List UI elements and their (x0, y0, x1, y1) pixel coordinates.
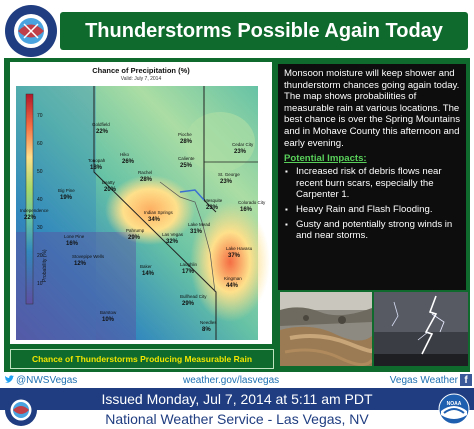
location-value: 16% (240, 207, 253, 213)
impact-item: ▪ Gusty and potentially strong winds in and near storms. (284, 219, 460, 242)
location-label: Big Pine (58, 188, 75, 193)
impacts-heading: Potential Impacts: (284, 153, 367, 165)
location-value: 22% (96, 129, 109, 135)
location-value: 18% (90, 165, 103, 171)
location-value: 12% (74, 261, 87, 267)
facebook-icon[interactable]: f (460, 374, 472, 386)
location-label: Pahrump (126, 228, 145, 233)
forecast-text: Monsoon moisture will keep shower and thunderstorm chances going again today. The map shows probabilities of measurable rain at various locations. The best chance is over the Spring Mountains and in Mohave County this afternoon and early evening. (284, 68, 460, 149)
facebook-page-link[interactable]: Vegas Weather (389, 375, 458, 386)
location-label: Tonopah (88, 158, 106, 163)
lightning-photo (374, 292, 468, 366)
location-value: 25% (180, 163, 193, 169)
location-value: 28% (140, 177, 153, 183)
nws-logo-icon (4, 4, 58, 58)
location-label: Rachel (138, 170, 153, 175)
colorbar-tick: 70 (37, 113, 43, 119)
colorbar-tick: 20 (37, 253, 43, 259)
location-label: Hiko (120, 152, 130, 157)
location-label: Lone Pine (64, 234, 85, 239)
location-value: 26% (122, 159, 135, 165)
location-label: St. George (218, 172, 240, 177)
location-value: 29% (182, 301, 195, 307)
location-value: 44% (226, 283, 239, 289)
location-value: 14% (142, 271, 155, 277)
social-row (0, 374, 474, 388)
location-label: Cedar City (232, 142, 254, 147)
location-value: 23% (234, 149, 247, 155)
location-label: Caliente (178, 156, 195, 161)
location-label: Needles (200, 320, 217, 325)
location-label: Lake Havasu (226, 246, 253, 251)
nws-logo-icon (4, 393, 38, 427)
map-valid-date: Valid: July 7, 2014 (120, 76, 162, 82)
office-name: National Weather Service - Las Vegas, NV (0, 410, 474, 429)
location-label: Independence (20, 208, 49, 213)
location-value: 32% (166, 239, 179, 245)
noaa-logo-icon (438, 393, 470, 425)
colorbar-tick: 40 (37, 197, 43, 203)
location-label: Lake Mead (188, 222, 211, 227)
colorbar-tick: 50 (37, 169, 43, 175)
issued-bar (0, 388, 474, 410)
website-link[interactable]: weather.gov/lasvegas (183, 375, 280, 386)
impacts-list (284, 166, 460, 242)
debris-flow-photo (280, 292, 372, 366)
impact-item: ▪ Increased risk of debris flows near recent burn scars, especially the Carpenter 1. (284, 166, 460, 201)
location-label: Las Vegas (162, 232, 184, 237)
location-value: 22% (24, 215, 37, 221)
colorbar-tick: 30 (37, 225, 43, 231)
location-label: Pioche (178, 132, 192, 137)
location-value: 19% (60, 195, 73, 201)
colorbar-tick: 60 (37, 141, 43, 147)
map-caption: Chance of Thunderstorms Producing Measurable Rain (10, 349, 274, 369)
location-label: Stovepipe Wells (72, 254, 105, 259)
location-value: 20% (104, 187, 117, 193)
location-label: Beatty (102, 180, 115, 185)
map-graphic (10, 62, 272, 344)
location-label: Indian Springs (144, 210, 173, 215)
forecast-text-box (278, 64, 466, 290)
location-value: 16% (66, 241, 79, 247)
page-title: Thunderstorms Possible Again Today (60, 12, 468, 50)
location-label: Baker (140, 264, 152, 269)
location-label: Laughlin (180, 262, 198, 267)
location-label: Mesquite (204, 198, 223, 203)
noaa-text: NOAA (446, 401, 462, 407)
location-label: Bullhead City (180, 294, 207, 299)
location-value: 23% (220, 179, 233, 185)
location-value: 17% (182, 269, 195, 275)
location-label: Kingman (224, 276, 242, 281)
location-value: 28% (180, 139, 193, 145)
location-value: 8% (202, 327, 211, 333)
location-label: Colorado City (238, 200, 266, 205)
colorbar-tick: 10 (37, 281, 43, 287)
twitter-handle-link[interactable]: @NWSVegas (16, 375, 78, 386)
location-value: 31% (190, 229, 203, 235)
header (0, 0, 474, 62)
location-value: 10% (102, 317, 115, 323)
map-title: Chance of Precipitation (%) (92, 66, 190, 75)
location-label: Barstow (100, 310, 117, 315)
precip-map (10, 62, 272, 344)
colorbar-label: Probability (%) (42, 249, 48, 282)
twitter-icon[interactable] (4, 375, 14, 385)
impact-item: ▪ Heavy Rain and Flash Flooding. (284, 204, 460, 216)
location-value: 34% (148, 217, 161, 223)
location-label: Goldfield (92, 122, 110, 127)
location-value: 37% (228, 253, 241, 259)
issued-text: Issued Monday, Jul 7, 2014 at 5:11 am PDT (101, 391, 373, 407)
location-value: 29% (128, 235, 141, 241)
location-value: 23% (206, 205, 219, 211)
